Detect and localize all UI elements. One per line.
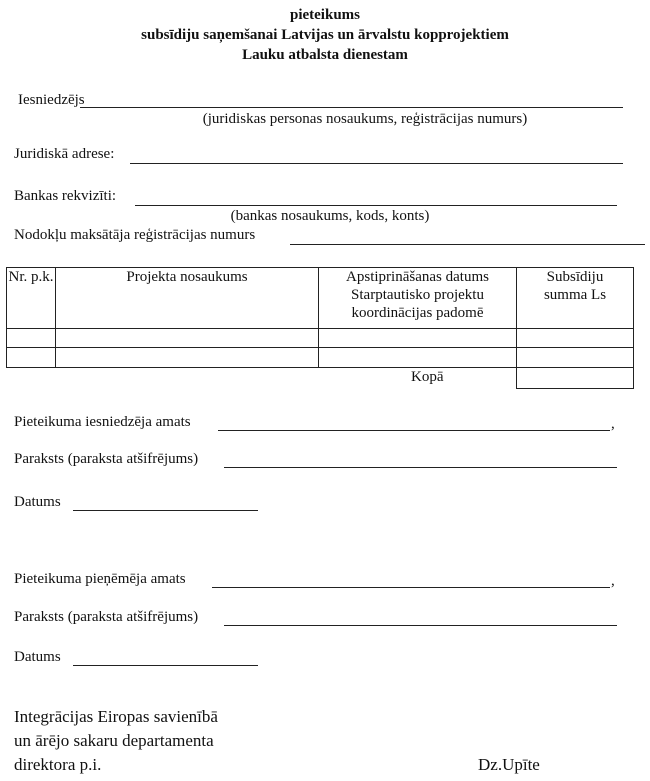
- receiver-date-field[interactable]: [73, 665, 258, 666]
- cell[interactable]: [319, 348, 517, 368]
- receiver-signature-field[interactable]: [224, 625, 617, 626]
- header-project-name: Projekta nosaukums: [56, 268, 319, 329]
- comma: ,: [611, 573, 615, 589]
- footer-line: direktora p.i.: [14, 755, 102, 774]
- cell[interactable]: [56, 348, 319, 368]
- receiver-signature-label: Paraksts (paraksta atšifrējums): [14, 609, 199, 625]
- applicant-label: Iesniedzējs: [18, 92, 85, 108]
- cell[interactable]: [56, 329, 319, 348]
- total-row: [7, 368, 634, 389]
- tax-number-label: Nodokļu maksātāja reģistrācijas numurs: [14, 227, 256, 243]
- submitter-date-field[interactable]: [73, 510, 258, 511]
- receiver-position-field[interactable]: [212, 587, 610, 588]
- applicant-field[interactable]: [80, 107, 623, 108]
- tax-number-field[interactable]: [290, 244, 645, 245]
- form-title: pieteikums: [289, 7, 360, 23]
- cell[interactable]: [7, 329, 56, 348]
- bank-field[interactable]: [135, 205, 617, 206]
- address-label: Juridiskā adrese:: [14, 146, 115, 162]
- cell[interactable]: [7, 348, 56, 368]
- submitter-signature-field[interactable]: [224, 467, 617, 468]
- submitter-position-field[interactable]: [218, 430, 610, 431]
- header-subsidy-amount: Subsīdiju summa Ls: [517, 268, 634, 329]
- cell[interactable]: [517, 329, 634, 348]
- header-nr: Nr. p.k.: [7, 268, 56, 329]
- bank-hint: (bankas nosaukums, kods, konts): [230, 208, 430, 224]
- footer-line: Integrācijas Eiropas savienībā: [14, 707, 218, 726]
- submitter-position-label: Pieteikuma iesniedzēja amats: [14, 414, 191, 430]
- cell[interactable]: [517, 348, 634, 368]
- footer-line: un ārējo sakaru departamenta: [14, 731, 214, 750]
- submitter-signature-label: Paraksts (paraksta atšifrējums): [14, 451, 199, 467]
- bank-label: Bankas rekvizīti:: [14, 188, 117, 204]
- submitter-date-label: Datums: [14, 494, 61, 510]
- table-row: [7, 348, 634, 368]
- signatory-name: Dz.Upīte: [478, 755, 540, 774]
- table-row: [7, 329, 634, 348]
- form-subtitle: subsīdiju saņemšanai Latvijas un ārvalstu kopprojektiem: [141, 27, 509, 43]
- applicant-hint: (juridiskas personas nosaukums, reģistrācijas numurs): [202, 111, 528, 127]
- form-recipient: Lauku atbalsta dienestam: [242, 47, 408, 63]
- total-label: Kopā: [411, 369, 444, 385]
- receiver-position-label: Pieteikuma pieņēmēja amats: [14, 571, 186, 587]
- receiver-date-label: Datums: [14, 649, 61, 665]
- header-approval-date: Apstiprināšanas datums Starptautisko projektu koordinācijas padomē: [319, 268, 517, 329]
- comma: ,: [611, 416, 615, 432]
- cell[interactable]: [319, 329, 517, 348]
- total-cell[interactable]: [517, 368, 634, 389]
- projects-table: [6, 267, 634, 389]
- address-field[interactable]: [130, 163, 623, 164]
